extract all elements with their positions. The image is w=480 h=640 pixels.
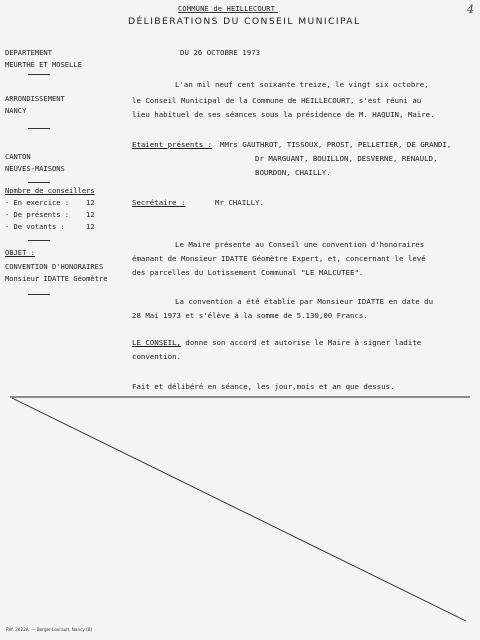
objet-line-1: CONVENTION D'HONORAIRES (5, 262, 104, 271)
presents-line-1: MMrs GAUTHROT, TISSOUX, PROST, PELLETIER, DE GRANDI, (220, 140, 452, 149)
secretaire-value: Mr CHAILLY. (215, 198, 264, 207)
closing-line: Fait et délibéré en séance, les jour,mois et an que dessus. (132, 382, 395, 391)
secretaire-label: Secrétaire : (132, 198, 186, 207)
intro-line-2: le Conseil Municipal de la Commune de HEILLECOURT, s'est réuni au (132, 96, 422, 105)
conseil-label: LE CONSEIL, (132, 338, 181, 347)
objet-line-2: Monsieur IDATTE Géomètre (5, 274, 108, 283)
objet-label: OBJET : (5, 248, 35, 257)
presents-count-label: - De présents : (5, 210, 70, 219)
en-exercice-value: 12 (86, 198, 95, 207)
votants-label: - De votants : (5, 222, 65, 231)
printer-footer: Réf. 2022A. — Berger-Levrault, Nancy (8) (6, 627, 93, 632)
para1-line-3: des parcelles du Lotissement Communal "LE MALCUTEE". (132, 268, 364, 277)
en-exercice-label: - En exercice : (5, 198, 70, 207)
conseil-text: donne son accord et autorise le Maire à signer ladite (180, 338, 422, 347)
diagonal-strike-line (12, 398, 466, 621)
presents-line-2: Dr MARGUANT, BOUILLON, DESVERNE, RENAULD, (255, 154, 438, 163)
conseillers-heading: Nombre de conseillers (5, 186, 95, 195)
departement-value: MEURTHE ET MOSELLE (5, 60, 82, 69)
presents-count-value: 12 (86, 210, 95, 219)
intro-line-3: lieu habituel de ses séances sous la présidence de M. HAQUIN, Maire. (132, 110, 435, 119)
para2-line-1: La convention a été établie par Monsieur IDATTE en date du (175, 297, 434, 306)
para2-line-2: 28 Mai 1973 et s'élève à la somme de 5.130,00 Francs. (132, 311, 368, 320)
intro-line-1: L'an mil neuf cent soixante treize, le vingt six octobre, (175, 80, 429, 89)
departement-label: DEPARTEMENT (5, 48, 52, 57)
conseil-line-2: convention. (132, 352, 181, 361)
register-title: DÉLIBERATIONS DU CONSEIL MUNICIPAL (128, 16, 361, 27)
canton-value: NEUVES-MAISONS (5, 164, 65, 173)
page-number: 4 (467, 3, 474, 16)
para1-line-2: émanant de Monsieur IDATTE Géomètre Expert, et, concernant le levé (132, 254, 426, 263)
canton-label: CANTON (5, 152, 31, 161)
arrondissement-value: NANCY (5, 106, 27, 115)
commune-name: COMMUNE de HEILLECOURT (178, 5, 276, 13)
votants-value: 12 (86, 222, 95, 231)
para1-line-1: Le Maire présente au Conseil une convention d'honoraires (175, 240, 425, 249)
meeting-date: DU 26 OCTOBRE 1973 (180, 48, 261, 57)
arrondissement-label: ARRONDISSEMENT (5, 94, 65, 103)
presents-line-3: BOURDON, CHAILLY. (255, 168, 331, 177)
presents-label: Etaient présents : (132, 140, 213, 149)
